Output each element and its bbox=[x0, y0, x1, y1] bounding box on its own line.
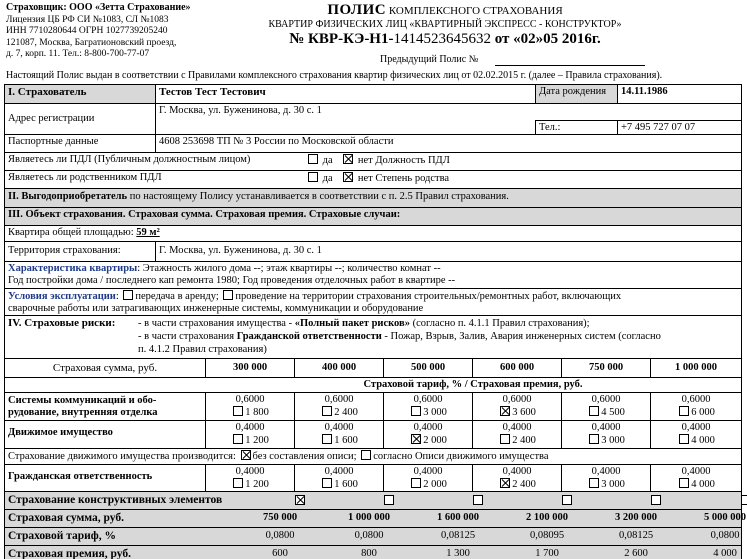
tariff-option-checkbox[interactable] bbox=[500, 406, 510, 416]
tariff-premium: 2 000 bbox=[423, 479, 447, 490]
structural-option-checkbox[interactable] bbox=[651, 495, 661, 505]
structural-tariffs-value: 0,0800 bbox=[265, 530, 295, 541]
tariff-option bbox=[294, 421, 383, 448]
pdl-relative-row bbox=[5, 171, 741, 189]
policy-title: ПОЛИС bbox=[327, 2, 387, 18]
insurer-line: д. 7, корп. 11. Тел.: 8-800-700-77-07 bbox=[6, 49, 150, 59]
structural-tariffs-value: 0,08095 bbox=[529, 530, 565, 541]
tariff-option bbox=[561, 465, 650, 491]
tariff-option-checkbox[interactable] bbox=[679, 406, 689, 416]
tariff-option bbox=[561, 393, 650, 420]
pdl-no-checkbox[interactable] bbox=[343, 154, 353, 164]
tariff-option-checkbox[interactable] bbox=[233, 406, 243, 416]
risks-title: IV. Страховые риски: bbox=[8, 317, 116, 329]
tariff-premium: 4 000 bbox=[691, 479, 715, 490]
tariff-premium: 3 000 bbox=[423, 407, 447, 418]
tariff-option-checkbox[interactable] bbox=[233, 478, 243, 488]
tariff-premium: 6 000 bbox=[691, 407, 715, 418]
pdl-relative-no-checkbox[interactable] bbox=[343, 172, 353, 182]
structural-tariffs-value: 0,0800 bbox=[710, 530, 740, 541]
tariff-rate: 0,4000 bbox=[324, 422, 354, 433]
previous-policy-field[interactable] bbox=[495, 65, 645, 66]
policy-subtitle: КВАРТИР ФИЗИЧЕСКИХ ЛИЦ «КВАРТИРНЫЙ ЭКСПРЕСС - КОНСТРУКТОР» bbox=[268, 19, 622, 31]
tariff-option-checkbox[interactable] bbox=[589, 478, 599, 488]
structural-option bbox=[705, 492, 747, 509]
tariff-rate: 0,4000 bbox=[502, 422, 532, 433]
structural-title-row bbox=[5, 492, 741, 510]
tariff-option-checkbox[interactable] bbox=[411, 406, 421, 416]
insured-name-row bbox=[5, 85, 741, 104]
birth-date-label: Дата рождения bbox=[535, 85, 617, 103]
phone-label: Тел.: bbox=[535, 120, 617, 135]
tariff-option-checkbox[interactable] bbox=[322, 434, 332, 444]
movables-label: Движимое имущество bbox=[8, 427, 113, 438]
tariff-row-liability bbox=[5, 465, 741, 492]
structural-option bbox=[349, 492, 428, 509]
structural-premiums-value: 2 600 bbox=[624, 548, 648, 559]
tariff-option bbox=[650, 421, 741, 448]
beneficiary-row bbox=[5, 189, 741, 208]
pdl-yes-checkbox[interactable] bbox=[308, 154, 318, 164]
risks-liability: Гражданской ответственности bbox=[236, 331, 382, 342]
object-title-row bbox=[5, 208, 741, 226]
tariff-premium: 1 200 bbox=[245, 479, 269, 490]
tariff-rate: 0,4000 bbox=[502, 466, 532, 477]
policy-number: 1414523645632 bbox=[393, 30, 491, 47]
tariff-option bbox=[294, 393, 383, 420]
characteristics-line2: Год постройки дома / последнего кап ремонта 1980; Год проведения отделочных работ в квартире -- bbox=[8, 275, 456, 287]
structural-tariffs-value: 0,0800 bbox=[354, 530, 384, 541]
pdl-relative-question: Являетесь ли родственником ПДЛ bbox=[8, 172, 162, 183]
tariff-option-checkbox[interactable] bbox=[233, 434, 243, 444]
conditions-line2: сварочные работы или затрагивающих инженерные системы, коммуникации и оборудование bbox=[8, 303, 424, 315]
tariff-option bbox=[383, 393, 472, 420]
tariff-premium: 4 500 bbox=[601, 407, 625, 418]
sum-header-value: 600 000 bbox=[472, 359, 561, 377]
insurer-line: 121087, Москва, Багратионовский проезд, bbox=[6, 37, 177, 48]
sum-header-label: Страховая сумма, руб. bbox=[52, 362, 158, 374]
policy-date: от «02»05 2016г. bbox=[494, 30, 601, 47]
tariff-option bbox=[205, 421, 294, 448]
insured-name: Тестов Тест Тестович bbox=[155, 85, 535, 103]
no-inventory-label: без составления описи; bbox=[252, 451, 357, 462]
structural-tariff-label: Страховой тариф, % bbox=[8, 530, 117, 542]
address-row bbox=[5, 104, 741, 135]
birth-date: 14.11.1986 bbox=[617, 85, 741, 103]
tariff-option-checkbox[interactable] bbox=[679, 478, 689, 488]
tariff-rate: 0,4000 bbox=[591, 422, 621, 433]
structural-sums-value: 5 000 000 bbox=[704, 512, 746, 523]
beneficiary-title: II. Выгодоприобретатель bbox=[8, 191, 128, 202]
tariff-premium: 2 400 bbox=[334, 407, 358, 418]
tariff-option bbox=[650, 393, 741, 420]
phone-value: +7 495 727 07 07 bbox=[617, 120, 741, 135]
rent-label: передача в аренду; bbox=[135, 291, 219, 302]
construction-label: проведение на территории страхования строительных/ремонтных работ, включающих bbox=[235, 291, 622, 302]
pdl-relative-yes-checkbox[interactable] bbox=[308, 172, 318, 182]
structural-premiums-value: 1 300 bbox=[446, 548, 470, 559]
structural-title: Страхование конструктивных элементов bbox=[8, 494, 223, 506]
tariff-premium: 3 000 bbox=[601, 435, 625, 446]
construction-checkbox[interactable] bbox=[223, 290, 233, 300]
tariff-rate: 0,4000 bbox=[681, 466, 711, 477]
conditions-label: Условия эксплуатации bbox=[8, 291, 116, 302]
tariff-option bbox=[383, 465, 472, 491]
tariff-option bbox=[472, 393, 561, 420]
structural-premiums-value: 600 bbox=[272, 548, 288, 559]
tariff-header: Страховой тариф, % / Страховая премия, руб. bbox=[363, 379, 583, 390]
tariff-rate: 0,4000 bbox=[235, 422, 265, 433]
risks-line1-a: - в части страхования имущества - bbox=[138, 318, 293, 329]
policy-form bbox=[4, 84, 746, 559]
tariff-header-row bbox=[5, 378, 741, 393]
tariff-option bbox=[205, 393, 294, 420]
tariff-option bbox=[205, 465, 294, 491]
tariff-premium: 2 400 bbox=[512, 435, 536, 446]
policy-header bbox=[0, 0, 747, 81]
with-inventory-checkbox[interactable] bbox=[361, 450, 371, 460]
structural-sums-value: 750 000 bbox=[262, 512, 298, 523]
passport-row bbox=[5, 135, 741, 153]
tariff-option bbox=[294, 465, 383, 491]
structural-option-checkbox[interactable] bbox=[384, 495, 394, 505]
sum-header-value: 400 000 bbox=[294, 359, 383, 377]
sum-header-row bbox=[5, 359, 741, 378]
risks-line1-c: (согласно п. 4.1.1 Правил страхования); bbox=[412, 318, 590, 329]
tariff-rate: 0,6000 bbox=[681, 394, 711, 405]
tariff-option bbox=[472, 465, 561, 491]
structural-premium-label: Страховая премия, руб. bbox=[8, 548, 131, 559]
insurer-name: ООО «Зетта Страхование» bbox=[69, 2, 191, 13]
policy-title-block bbox=[250, 2, 640, 48]
risks-line2-c: - Пожар, Взрыв, Залив, Авария инженерных систем (согласно bbox=[384, 331, 661, 342]
structural-tariffs-value: 0,08125 bbox=[618, 530, 654, 541]
no-label: нет bbox=[357, 173, 373, 184]
systems-label-2: рудование, внутренняя отделка bbox=[8, 407, 158, 418]
tariff-premium: 1 800 bbox=[245, 407, 269, 418]
address-value: Г. Москва, ул. Буженинова, д. 30 с. 1 bbox=[155, 104, 741, 134]
tariff-option-checkbox[interactable] bbox=[589, 434, 599, 444]
policy-prefix: № КВР-КЭ-Н1- bbox=[289, 30, 394, 47]
tariff-option-checkbox[interactable] bbox=[322, 406, 332, 416]
structural-premium-row bbox=[5, 546, 741, 559]
tariff-option-checkbox[interactable] bbox=[411, 434, 421, 444]
structural-option bbox=[527, 492, 606, 509]
yes-label: да bbox=[322, 173, 333, 184]
structural-sums-value: 3 200 000 bbox=[615, 512, 657, 523]
section-title: I. Страхователь bbox=[8, 86, 87, 98]
tariff-rate: 0,6000 bbox=[324, 394, 354, 405]
with-inventory-label: согласно Описи движимого имущества bbox=[373, 451, 549, 462]
territory-row bbox=[5, 242, 741, 262]
tariff-option-checkbox[interactable] bbox=[500, 478, 510, 488]
structural-option bbox=[260, 492, 339, 509]
tariff-row-movables bbox=[5, 421, 741, 449]
tariff-rate: 0,6000 bbox=[413, 394, 443, 405]
risks-row bbox=[5, 316, 741, 359]
tariff-rate: 0,6000 bbox=[235, 394, 265, 405]
liability-label: Гражданская ответственность bbox=[8, 471, 153, 482]
tariff-rate: 0,6000 bbox=[502, 394, 532, 405]
structural-option-checkbox[interactable] bbox=[295, 495, 305, 505]
tariff-rate: 0,4000 bbox=[235, 466, 265, 477]
structural-option-checkbox[interactable] bbox=[741, 495, 747, 505]
tariff-option-checkbox[interactable] bbox=[322, 478, 332, 488]
inventory-row bbox=[5, 449, 741, 465]
insurer-line: ИНН 7710280644 ОГРН 1027739205240 bbox=[6, 26, 168, 36]
pdl-degree-label: Степень родства bbox=[375, 173, 450, 184]
tariff-rate: 0,4000 bbox=[681, 422, 711, 433]
tariff-premium: 3 600 bbox=[512, 407, 536, 418]
tariff-premium: 2 000 bbox=[423, 435, 447, 446]
tariff-option-checkbox[interactable] bbox=[500, 434, 510, 444]
tariff-premium: 1 600 bbox=[334, 479, 358, 490]
characteristics-text: : Этажность жилого дома --; этаж квартиры --; количество комнат -- bbox=[137, 263, 441, 274]
tariff-rate: 0,4000 bbox=[591, 466, 621, 477]
structural-option-checkbox[interactable] bbox=[562, 495, 572, 505]
insurer-label: Страховщик: bbox=[6, 2, 67, 13]
policy-title-rest: КОМПЛЕКСНОГО СТРАХОВАНИЯ bbox=[388, 5, 563, 17]
no-inventory-checkbox[interactable] bbox=[241, 450, 251, 460]
beneficiary-text: по настоящему Полису устанавливается в соответствии с п. 2.5 Правил страхования. bbox=[129, 191, 509, 202]
tariff-rate: 0,4000 bbox=[413, 422, 443, 433]
conditions-row: Условия эксплуатации: передача в аренду; проведение на территории страхования строительных/ремонтных работ, включающих сварочные работы или затрагивающих инженерные системы, коммуникации и оборудование bbox=[5, 289, 741, 316]
intro-text: Настоящий Полис выдан в соответствии с Правилами комплексного страхования квартир физических лиц от 02.02.2015 г. (далее – Правила страхования). bbox=[6, 70, 663, 81]
tariff-rate: 0,4000 bbox=[324, 466, 354, 477]
insurer-block bbox=[6, 2, 191, 61]
tariff-option bbox=[650, 465, 741, 491]
structural-premiums-value: 800 bbox=[361, 548, 377, 559]
tariff-option-checkbox[interactable] bbox=[589, 406, 599, 416]
tariff-rate: 0,4000 bbox=[413, 466, 443, 477]
yes-label: да bbox=[322, 155, 333, 166]
pdl-position-label: Должность ПДЛ bbox=[375, 155, 450, 166]
inventory-question: Страхование движимого имущества производится: bbox=[8, 451, 236, 462]
tariff-option bbox=[561, 421, 650, 448]
structural-sums-value: 2 100 000 bbox=[526, 512, 568, 523]
tariff-premium: 4 000 bbox=[691, 435, 715, 446]
structural-sum-label: Страховая сумма, руб. bbox=[8, 512, 125, 524]
territory-value: Г. Москва, ул. Буженинова, д. 30 с. 1 bbox=[155, 242, 741, 261]
tariff-option bbox=[472, 421, 561, 448]
characteristics-label: Характеристика квартиры bbox=[8, 263, 138, 274]
passport-value: 4608 253698 ТП № 3 России по Московской области bbox=[155, 135, 741, 152]
tariff-option-checkbox[interactable] bbox=[679, 434, 689, 444]
tariff-option-checkbox[interactable] bbox=[411, 478, 421, 488]
tariff-rate: 0,6000 bbox=[591, 394, 621, 405]
rent-checkbox[interactable] bbox=[123, 290, 133, 300]
area-label: Квартира общей площадью: bbox=[8, 227, 134, 238]
sum-header-value: 1 000 000 bbox=[650, 359, 741, 377]
risks-package: «Полный пакет рисков» bbox=[294, 318, 410, 329]
structural-sums-value: 1 000 000 bbox=[348, 512, 390, 523]
pdl-row bbox=[5, 153, 741, 171]
tariff-premium: 1 600 bbox=[334, 435, 358, 446]
structural-option-checkbox[interactable] bbox=[473, 495, 483, 505]
sum-header-value: 300 000 bbox=[205, 359, 294, 377]
structural-tariff-row bbox=[5, 528, 741, 546]
pdl-question: Являетесь ли ПДЛ (Публичным должностным лицом) bbox=[8, 154, 251, 165]
tariff-option bbox=[383, 421, 472, 448]
systems-label: Системы коммуникаций и обо- bbox=[8, 395, 157, 406]
characteristics-row bbox=[5, 262, 741, 289]
sum-header-value: 500 000 bbox=[383, 359, 472, 377]
passport-label: Паспортные данные bbox=[8, 136, 99, 147]
sum-header-value: 750 000 bbox=[561, 359, 650, 377]
structural-tariffs-value: 0,08125 bbox=[440, 530, 476, 541]
tariff-premium: 1 200 bbox=[245, 435, 269, 446]
previous-policy-label: Предыдущий Полис № bbox=[380, 54, 479, 65]
no-label: нет bbox=[357, 155, 373, 166]
address-label: Адрес регистрации bbox=[8, 113, 95, 124]
object-title: III. Объект страхования. Страховая сумма. Страховая премия. Страховые случаи: bbox=[8, 209, 401, 220]
risks-line3: п. 4.1.2 Правил страхования) bbox=[138, 344, 267, 355]
structural-premiums-value: 1 700 bbox=[535, 548, 559, 559]
area-row bbox=[5, 226, 741, 242]
structural-sums-value: 1 600 000 bbox=[437, 512, 479, 523]
structural-premiums-value: 4 000 bbox=[713, 548, 737, 559]
structural-option bbox=[616, 492, 695, 509]
tariff-premium: 2 400 bbox=[512, 479, 536, 490]
area-value: 59 м² bbox=[136, 227, 160, 238]
structural-sum-row bbox=[5, 510, 746, 528]
territory-label: Территория страхования: bbox=[8, 245, 121, 256]
tariff-premium: 3 000 bbox=[601, 479, 625, 490]
insurer-line: Лицензия ЦБ РФ СИ №1083, СЛ №1083 bbox=[6, 14, 169, 25]
risks-line2-a: - в части страхования bbox=[138, 331, 235, 342]
structural-option bbox=[438, 492, 517, 509]
tariff-row-systems bbox=[5, 393, 741, 421]
